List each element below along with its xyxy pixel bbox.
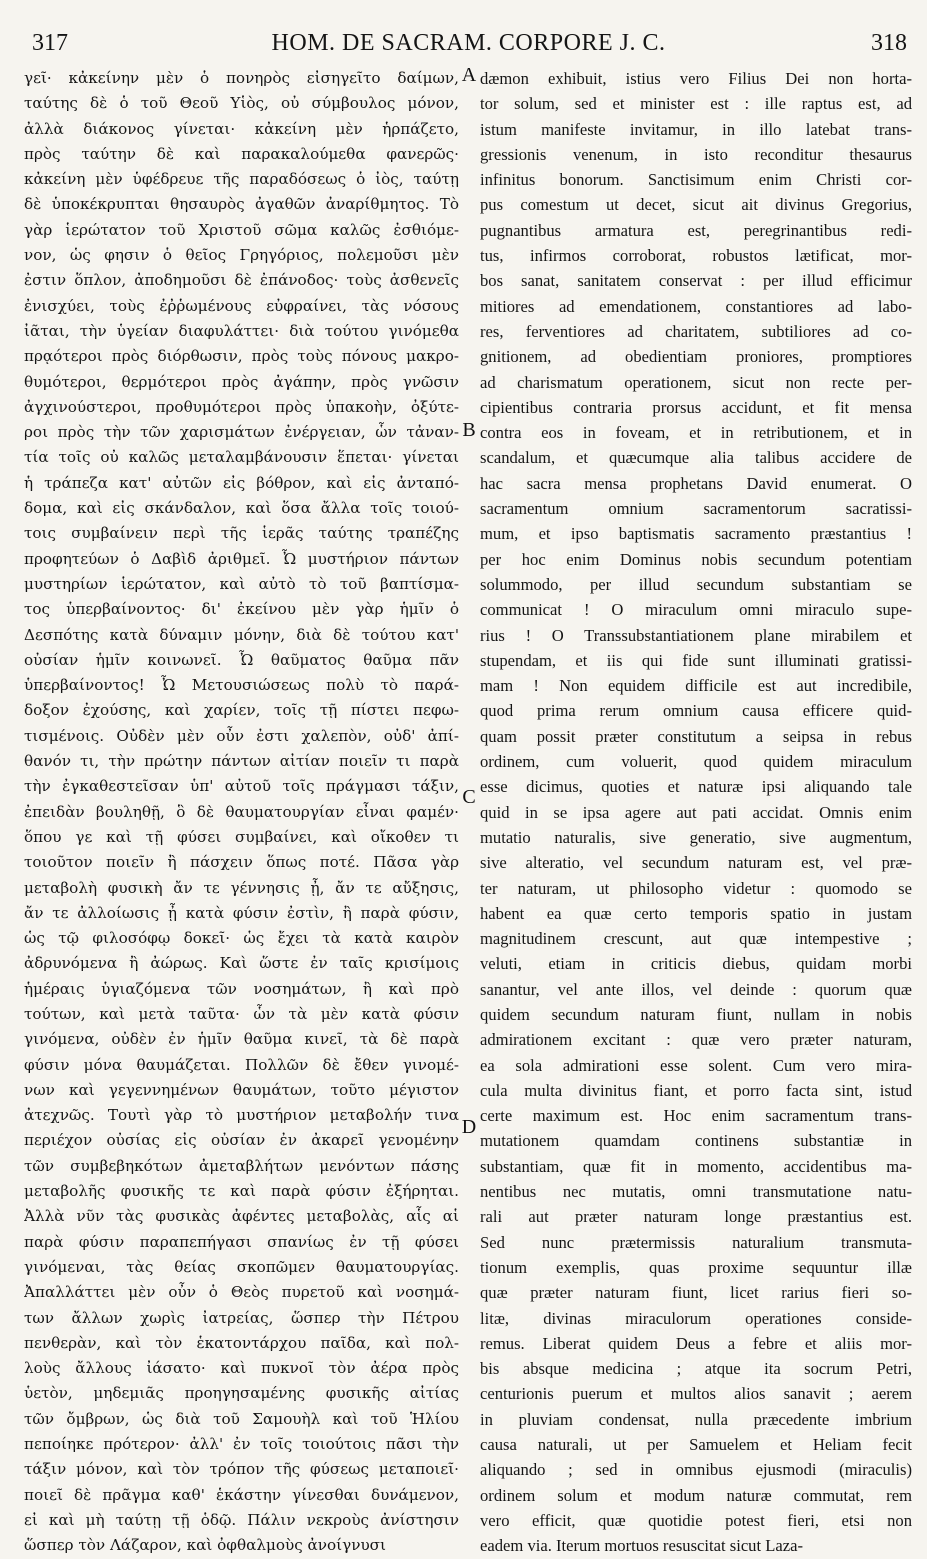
latin-text-line: gressionis venenum, in isto reconditur thesaurus	[480, 144, 912, 164]
latin-text-line: bis absque medicina ; atque ita socrum Petri,	[480, 1359, 912, 1379]
margin-letter-a: A	[461, 64, 477, 86]
latin-text-line: solummodo, per illud secundum substantiam se	[480, 574, 912, 594]
latin-text-line: esse dicimus, quoties et naturæ ipsi aliquando tale	[480, 777, 912, 797]
running-title: HOM. DE SACRAM. CORPORE J. C.	[271, 30, 666, 56]
latin-text-line: mum, et ipso baptismatis sacramento præstantius !	[480, 524, 912, 544]
latin-text-line: quod prima rerum omnium causa efficere quid-	[480, 701, 912, 721]
latin-text-line: eadem via. Iterum mortuos resuscitat sicut Laza-	[480, 1536, 803, 1556]
greek-text-line: νων καὶ γεγεννημένων θαυμάτων, τοῦτο μέγιστον	[24, 1080, 459, 1099]
greek-text-line: τοις συμβαίνειν περὶ τῆς ἱερᾶς ταύτης τραπέζης	[24, 524, 459, 543]
greek-text-line: ἀγχινούστεροι, προθυμότεροι πρὸς ὑπακοὴν, ὀξύτε-	[24, 397, 459, 416]
latin-text-line: remus. Liberat quidem Deus a febre et aliis mor-	[480, 1333, 912, 1353]
greek-text-line: πεποίηκε πρότερον· ἀλλ' ἐν τοῖς τοιούτοις πᾶσι τὴν	[24, 1435, 459, 1454]
greek-text-line: τία τοῖς οὐ καλῶς μεταλαμβάνουσιν ἕπεται· γίνεται	[24, 448, 459, 467]
greek-text-line: ὑπερβαίνοντος! Ὦ Μετουσιώσεως πολὺ τὸ παρά-	[24, 676, 459, 695]
greek-text-line: ἄν τε ἀλλοίωσις ᾖ κατὰ φύσιν ἐστὶν, ἢ παρὰ φύσιν,	[24, 903, 459, 922]
margin-letter-b: B	[462, 419, 476, 441]
greek-text-line: γεῖ· κἀκείνην μὲν ὁ πονηρὸς εἰσηγεῖτο δαίμων,	[24, 69, 459, 87]
greek-text-line: πρᾳότεροι πρὸς διόρθωσιν, πρὸς τοὺς πόνους μακρο-	[24, 347, 459, 366]
greek-text-line: φύσιν μόνα θαυμάζεται. Πολλῶν δὲ ἔθεν γινομέ-	[24, 1055, 459, 1074]
latin-text-line: communicat ! O miraculum omni miraculo supe-	[480, 600, 912, 620]
latin-text-line: ea sola admirationi esse solent. Cum vero mira-	[480, 1055, 912, 1075]
margin-letter-c: C	[462, 786, 476, 808]
latin-text-line: contra eos in foveam, et in retributionem, et in	[480, 423, 912, 443]
latin-text-line: quidem secundum naturam fiunt, nullam in nobis	[480, 1004, 912, 1024]
greek-text-line: τῶν ὄμβρων, ὡς διὰ τοῦ Σαμουὴλ καὶ τοῦ Ἡλίου	[24, 1409, 459, 1428]
greek-text-line: ἀδρυνόμενα ἢ ἀώρως. Καὶ ὥστε ἐν ταῖς κρισίμοις	[24, 954, 459, 973]
latin-text-line: pugnantibus armatura est, peregrinantibus redi-	[480, 220, 912, 240]
latin-text-line: pus comestum ut decet, sicut ait divinus Gregorius,	[480, 195, 912, 215]
latin-text-line: Sed nunc prætermissis naturalium transmuta-	[480, 1232, 912, 1252]
greek-text-line: ὑετὸν, μηδεμιᾶς προηγησαμένης φυσικῆς αἰτίας	[24, 1384, 459, 1403]
greek-text-line: προφητεύων ὁ Δαβὶδ ἀριθμεῖ. Ὦ μυστήριον πάντων	[24, 549, 459, 568]
latin-text-line: cipientibus contraria prorsus accidunt, et fit mensa	[480, 397, 912, 417]
greek-text-line: τος ὑπερβαίνοντος· δι' ἐκείνου μὲν γὰρ ἡμῖν ὁ	[24, 600, 459, 619]
latin-text-line: mutatio naturalis, sive generatio, sive augmentum,	[480, 827, 912, 847]
latin-text-line: aliquando ; sed in omnibus ejusmodi (miraculis)	[480, 1460, 912, 1480]
greek-text-line: δομα, καὶ εἰς σκάνδαλον, καὶ ὅσα ἄλλα τοῖς τοιού-	[24, 499, 459, 518]
latin-text-line: gnitionem, ad obedientiam proniores, promptiores	[480, 347, 912, 367]
latin-text-line: sive alteratio, vel secundum naturam est, vel præ-	[480, 853, 912, 873]
greek-text-line: τάξιν μόνον, καὶ τὸν τρόπον τῆς φύσεως μεταποιεῖ·	[24, 1460, 459, 1479]
greek-text-line: οὐσίαν ἡμῖν κοινωνεῖ. Ὦ θαῦματος θαῦμα πᾶν	[24, 650, 459, 669]
latin-text-line: cula multa divinitus fiant, et porro facta sint, istud	[480, 1080, 912, 1100]
greek-text-line: τῶν συμβεβηκότων ἀμεταβλήτων μενόντων πάσης	[24, 1156, 459, 1175]
greek-text-line: γὰρ ἱερώτατον τοῦ Χριστοῦ σῶμα καλῶς ἐσθιόμε-	[24, 220, 459, 239]
greek-text-line: λοὺς ἄλλους ἰάσατο· καὶ πυκνοῖ τὸν ἀέρα πρὸς	[24, 1359, 459, 1378]
latin-text-line: ad charismatum operationem, sicut non recte per-	[480, 372, 912, 392]
greek-text-line: ροι πρὸς τὴν τῶν χαρισμάτων ἐνέργειαν, ὧν τἀναν-	[24, 423, 459, 442]
greek-text-line: πενθερὰν, καὶ τὸν ἑκατοντάρχου παῖδα, καὶ πολ-	[24, 1333, 459, 1352]
greek-text-line: Ἀπαλλάττει μὲν οὖν ὁ Θεὸς πυρετοῦ καὶ νοσημά-	[24, 1283, 459, 1302]
latin-text-line: sacramentum omnium sacramentorum sacratissi-	[480, 499, 912, 519]
latin-text-line: admirationem excitant : quæ vero præter naturam,	[480, 1030, 912, 1050]
latin-text-line: istum manifeste invitamur, in illo latebat trans-	[480, 119, 912, 139]
greek-text-line: ἀλλὰ διάκονος γίνεται· κἀκείνη μὲν ἡρπάζετο,	[24, 119, 459, 138]
latin-text-line: hac sacra mensa prophetans David enumerat. O	[480, 473, 912, 493]
greek-text-line: δοξον ἐχούσης, καὶ χαρίεν, τοῖς τῇ πίστει πεφω-	[24, 701, 459, 720]
latin-text-line: sanantur, vel ante illos, vel deinde : quorum quæ	[480, 979, 912, 999]
greek-text-line: ὅπου γε καὶ τῇ φύσει συμβαίνει, καὶ οἴκοθεν τι	[24, 827, 459, 846]
latin-text-line: quæ præter naturam fiunt, licet rarius fieri so-	[480, 1283, 912, 1303]
greek-text-line: εἰ καὶ μὴ ταύτῃ τῇ ὁδῷ. Πάλιν νεκροὺς ἀνίστησιν	[24, 1510, 459, 1529]
greek-text-line: μυστηρίων ἱερώτατον, καὶ αὐτὸ τὸ τοῦ βαπτίσμα-	[24, 574, 459, 593]
latin-text-line: rali aut præter naturam longe præstantius est.	[480, 1207, 912, 1227]
latin-text-line: habent ea quæ certo temporis spatio in justam	[480, 903, 912, 923]
greek-text-line: μεταβολῆς φυσικῆς τε καὶ παρὰ φύσιν ἐξήρηται.	[24, 1182, 459, 1201]
page-number-left: 317	[32, 30, 68, 56]
latin-text-line: ordinem solum et modum naturæ commutat, rem	[480, 1485, 912, 1505]
latin-text-line: dæmon exhibuit, istius vero Filius Dei non horta-	[480, 69, 912, 88]
greek-text-line: τούτων, καὶ μετὰ ταῦτα· ὧν τὰ μὲν κατὰ φύσιν	[24, 1004, 459, 1023]
latin-text-line: rius ! O Transsubstantiationem plane mirabilem et	[480, 625, 912, 645]
greek-text-line: ἡμέραις ὑγιαζόμενα τῶν νοσημάτων, ἢ καὶ πρὸ	[24, 979, 459, 998]
latin-text-line: substantiam, quæ fit in momento, accidentibus ma-	[480, 1156, 912, 1176]
greek-text-line: θανόν τι, τὴν πρώτην πάντων αἰτίαν ποιεῖν τι παρὰ	[24, 752, 459, 771]
page-header	[24, 24, 913, 60]
latin-text-line: centurionis puerum et multos alios sanavit ; aerem	[480, 1384, 912, 1404]
latin-text-line: ter naturam, ut philosopho videtur : quomodo se	[480, 878, 912, 898]
latin-text-line: per hoc enim Dominus nobis secundum potentiam	[480, 549, 912, 569]
latin-text-line: mam ! Non equidem difficile est aut incredibile,	[480, 676, 912, 696]
latin-text-line: nentibus nec mutatis, omni transmutatione natu-	[480, 1182, 912, 1202]
greek-text-line: Ἀλλὰ νῦν τὰς φυσικὰς ἀφέντες μεταβολὰς, αἷς αἱ	[24, 1207, 459, 1226]
greek-text-line: μεταβολὴ φυσικὴ ἄν τε γέννησις ᾖ, ἄν τε αὔξησις,	[24, 878, 459, 897]
greek-text-column	[24, 66, 459, 1555]
latin-text-line: mutationem quamdam continens substantiæ in	[480, 1131, 912, 1151]
latin-text-line: tor solum, sed et minister est : ille raptus est, ad	[480, 94, 912, 114]
greek-text-line: ὡς τῷ φιλοσόφῳ δοκεῖ· ὡς ἔχει τὰ κατὰ καιρὸν	[24, 929, 459, 948]
greek-text-line: περιέχον οὐσίας εἰς οὐσίαν ἐν ἀκαρεῖ γενομένην	[24, 1131, 459, 1150]
greek-text-line: ἀτεχνῶς. Τουτὶ γὰρ τὸ μυστήριον μεταβολήν τινα	[24, 1106, 459, 1125]
greek-text-line: τὴν ἐγκαθεστεῖσαν ὑπ' αὐτοῦ τοῖς πράγμασι τάξιν,	[24, 777, 459, 796]
greek-text-line: κἀκείνη μὲν ὑφέδρευε τῆς παραδόσεως ὁ ἰὸς, ταύτῃ	[24, 170, 459, 189]
greek-text-line: ποιεῖ δὲ πρᾶγμα καθ' ἑκάστην γίνεσθαι δυνάμενον,	[24, 1485, 459, 1504]
greek-text-line: Δεσπότης κατὰ δύναμιν μόνην, διὰ δὲ τούτου κατ'	[24, 625, 459, 644]
greek-text-line: ἡ τράπεζα κατ' αὐτῶν εἰς βόθρον, καὶ εἰς ἀνταπό-	[24, 473, 459, 492]
latin-text-line: tionum exemplis, quas proxime sequuntur illæ	[480, 1257, 912, 1277]
latin-text-line: magnitudinem crescunt, aut quæ intempestive ;	[480, 929, 912, 949]
page-number-right: 318	[871, 30, 907, 56]
latin-text-line: certe maximum est. Hoc enim sacramentum trans-	[480, 1106, 912, 1126]
latin-text-line: in pluviam condensat, nulla præcedente imbrium	[480, 1409, 912, 1429]
greek-text-line: γινόμενα, οὐδὲν ἐν ἡμῖν θαῦμα κινεῖ, τὰ δὲ παρὰ	[24, 1030, 459, 1049]
greek-text-line: ταύτης δὲ ὁ τοῦ Θεοῦ Υἱὸς, οὐ σύμβουλος μόνον,	[24, 94, 459, 113]
greek-text-line: ἐπειδὰν βουληθῇ, ὃ δὲ θαυματουργίαν εἶναι φαμέν·	[24, 802, 459, 821]
greek-text-line: πρὸς ταύτην δὲ καὶ παρακαλούμεθα φανερῶς·	[24, 144, 459, 163]
latin-text-line: quam possit præter constitutum a seipsa in rebus	[480, 726, 912, 746]
latin-text-line: infinitus bonorum. Sanctisimum enim Christi cor-	[480, 170, 912, 190]
greek-text-line: τοιοῦτον ποιεῖν ἢ πάσχειν ὅπως ποτέ. Πᾶσα γὰρ	[24, 853, 459, 872]
greek-text-line: παρὰ φύσιν παραπεπήγασι σπανίως ἐν τῇ φύσει	[24, 1232, 459, 1251]
greek-text-line: ἐνισχύει, τοὺς ἐῤῥωμένους εὐφραίνει, τὰς νόσους	[24, 296, 459, 315]
latin-text-line: ordinem, cum voluerit, quod quidem miraculum	[480, 752, 912, 772]
latin-text-line: bos sanat, sanitatem conservat : per illud efficimur	[480, 271, 912, 291]
latin-text-line: tus, infirmos corroborat, robustos lætificat, mor-	[480, 246, 912, 266]
greek-text-line: τισμένοις. Οὐδὲν μὲν οὖν ἐστι χαλεπὸν, οὐδ' ἀπί-	[24, 726, 459, 745]
latin-text-line: mitiores ad emendationem, constantiores ad labo-	[480, 296, 912, 316]
greek-text-line: των ἄλλων χωρὶς ἰατρείας, ὥσπερ τὴν Πέτρου	[24, 1308, 459, 1327]
latin-text-line: veluti, etiam in criticis diebus, quidam morbi	[480, 954, 912, 974]
latin-text-line: stupendam, et iis qui fide sunt illuminati gratissi-	[480, 650, 912, 670]
latin-text-line: scandalum, et quæcumque alia talibus accidere de	[480, 448, 912, 468]
latin-text-line: quid in se ipsa agere aut pati accidat. Omnis enim	[480, 802, 912, 822]
latin-text-line: causa naturali, ut per Samuelem et Heliam fecit	[480, 1435, 912, 1455]
greek-text-line: θυμότεροι, θερμότεροι πρὸς ἀγάπην, πρὸς γνῶσιν	[24, 372, 459, 391]
greek-text-line: ἐστιν ὅπλον, ἀποδημοῦσι δὲ ἐπάνοδος· τοὺς ἀσθενεῖς	[24, 271, 459, 290]
latin-text-line: litæ, divinas miraculorum operationes conside-	[480, 1308, 912, 1328]
greek-text-line: δὲ ὑποκέκρυπται θησαυρὸς ἀγαθῶν ἀναρίθμητος. Τὸ	[24, 195, 459, 214]
latin-text-column	[480, 66, 912, 1556]
greek-text-line: γινόμεναι, τὰς θείας σκοπῶμεν θαυματουργίας.	[24, 1257, 459, 1276]
greek-text-line: ὥσπερ τὸν Λάζαρον, καὶ ὀφθαλμοὺς ἀνοίγνυσι	[24, 1536, 387, 1555]
latin-text-line: vero efficit, quæ quotidie potest fieri, etsi non	[480, 1510, 912, 1530]
margin-letter-d: D	[461, 1116, 477, 1138]
latin-text-line: res, ferventiores ad charitatem, subtiliores ad co-	[480, 321, 912, 341]
greek-text-line: ἰᾶται, τὴν ὑγείαν διαφυλάττει· διὰ τούτου γινόμεθα	[24, 321, 459, 340]
greek-text-line: νον, ὡς φησιν ὁ θεῖος Γρηγόριος, πολεμοῦσι μὲν	[24, 246, 459, 265]
